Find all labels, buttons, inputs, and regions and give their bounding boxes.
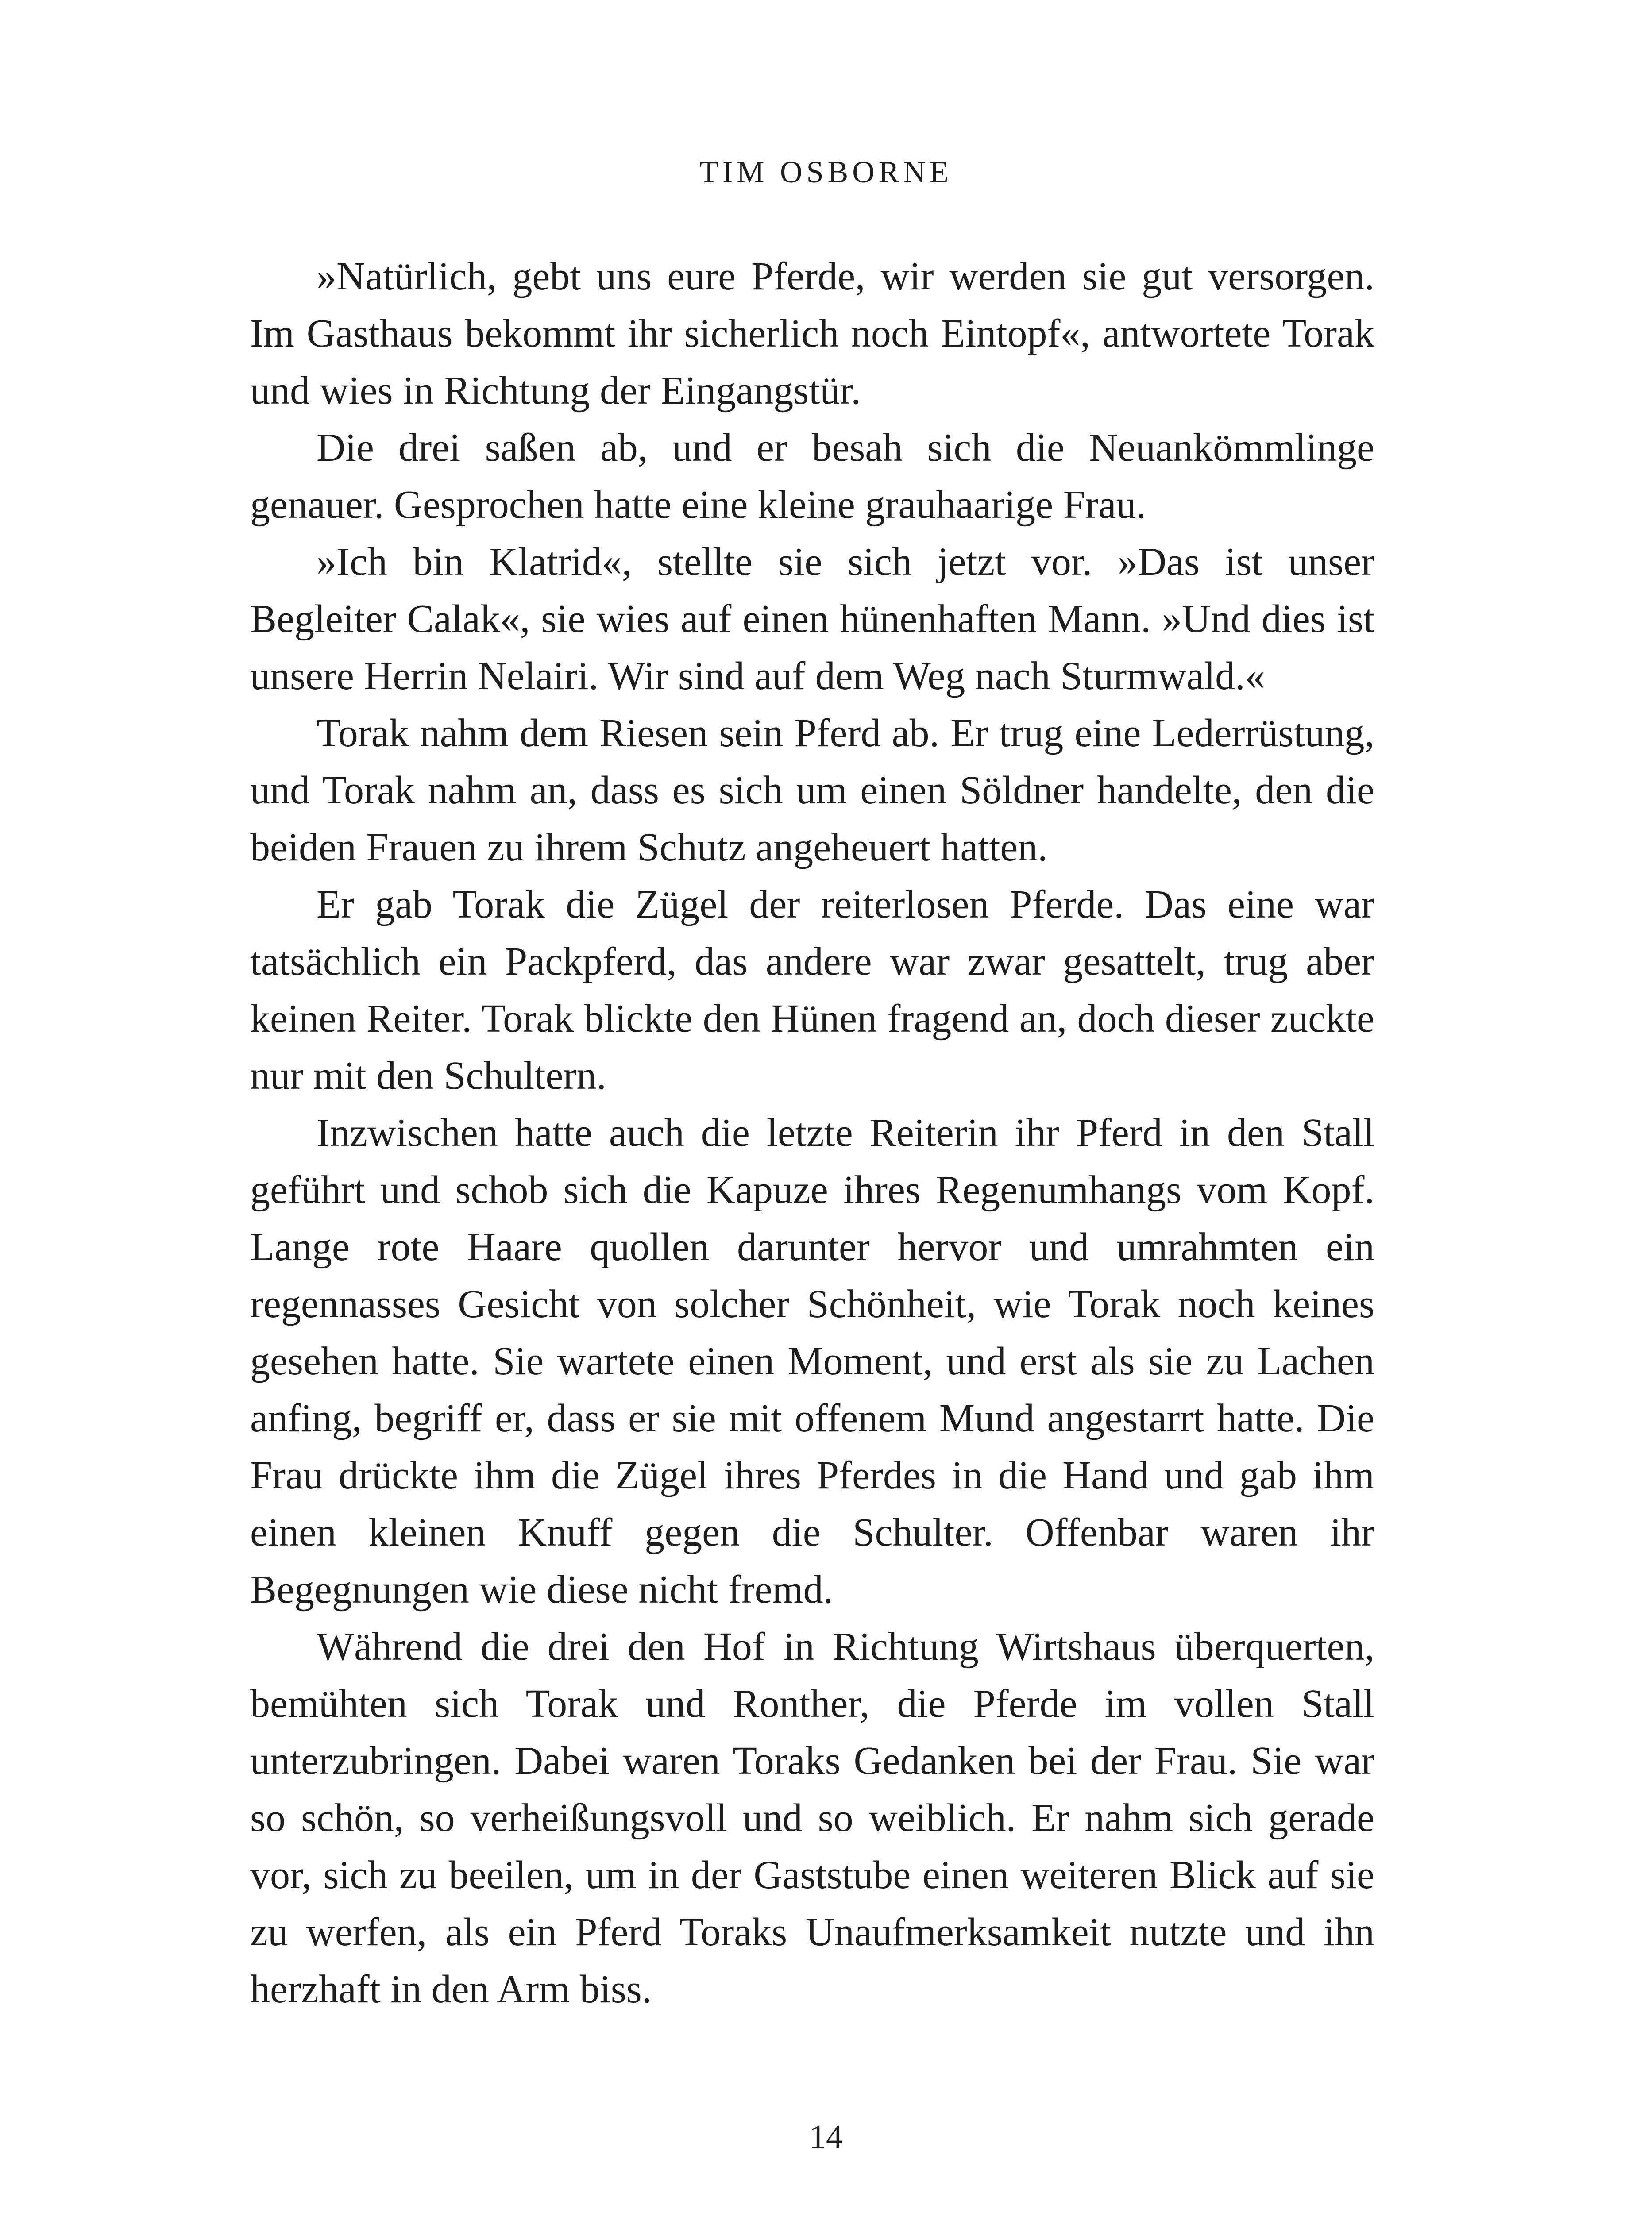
body-text: [250, 248, 1374, 2018]
paragraph: »Ich bin Klatrid«, stellte sie sich jetzt vor. »Das ist unser Begleiter Calak«, sie wies auf einen hünenhaften Mann. »Und dies ist unsere Herrin Nelairi. Wir sind auf dem Weg nach Sturmwald.«: [250, 540, 1374, 698]
page-number: 14: [809, 2118, 843, 2155]
running-head: TIM OSBORNE: [699, 155, 953, 189]
paragraph: Die drei saßen ab, und er besah sich die Neuankömmlinge genauer. Gesprochen hatte eine kleine grauhaarige Frau.: [250, 426, 1374, 527]
paragraph: Während die drei den Hof in Richtung Wirtshaus überquerten, bemühten sich Torak und Ronther, die Pferde im vollen Stall unterzubringen. Dabei waren Toraks Gedanken bei der Frau. Sie war so schön, so verheißungsvoll und so weiblich. Er nahm sich gerade vor, sich zu beeilen, um in der Gaststube einen weiteren Blick auf sie zu werfen, als ein Pferd Toraks Unaufmerksamkeit nutzte und ihn herzhaft in den Arm biss.: [250, 1625, 1374, 2011]
paragraph: Er gab Torak die Zügel der reiterlosen Pferde. Das eine war tatsächlich ein Packpferd, das andere war zwar gesattelt, trug aber keinen Reiter. Torak blickte den Hünen fragend an, doch dieser zuckte nur mit den Schultern.: [250, 883, 1374, 1098]
paragraph: »Natürlich, gebt uns eure Pferde, wir werden sie gut versorgen. Im Gasthaus bekommt ihr sicherlich noch Eintopf«, antwortete Torak und wies in Richtung der Eingangstür.: [250, 254, 1374, 413]
paragraph: Torak nahm dem Riesen sein Pferd ab. Er trug eine Lederrüstung, und Torak nahm an, dass es sich um einen Söldner handelte, den die beiden Frauen zu ihrem Schutz angeheuert hatten.: [250, 711, 1374, 869]
paragraph: Inzwischen hatte auch die letzte Reiterin ihr Pferd in den Stall geführt und schob sich die Kapuze ihres Regenumhangs vom Kopf. Lange rote Haare quollen darunter hervor und umrahmten ein regennasses Gesicht von solcher Schönheit, wie Torak noch keines gesehen hatte. Sie wartete einen Moment, und erst als sie zu Lachen anfing, begriff er, dass er sie mit offenem Mund angestarrt hatte. Die Frau drückte ihm die Zügel ihres Pferdes in die Hand und gab ihm einen kleinen Knuff gegen die Schulter. Offenbar waren ihr Begegnungen wie diese nicht fremd.: [250, 1111, 1374, 1612]
